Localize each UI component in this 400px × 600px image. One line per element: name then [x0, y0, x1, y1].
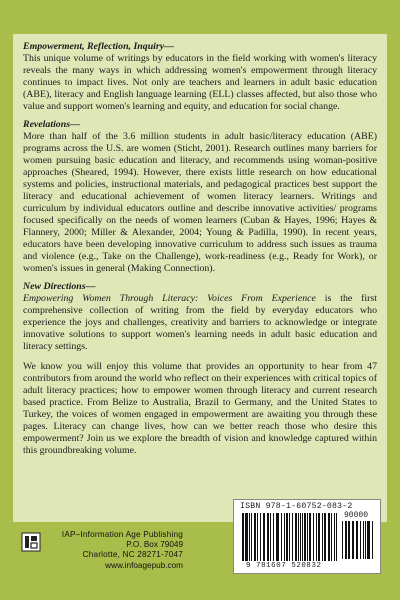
barcode-bar	[304, 513, 306, 561]
section-revelations	[23, 119, 377, 275]
book-title: Empowering Women Through Literacy: Voices From Experience	[23, 293, 316, 304]
barcode-bar	[286, 513, 288, 561]
barcode-bar	[363, 521, 364, 559]
barcode-bar	[336, 513, 337, 561]
barcode-addon-number: 90000	[344, 511, 369, 520]
section-empowerment	[23, 41, 377, 113]
barcode-bar	[356, 521, 358, 559]
section-heading: Empowerment, Reflection, Inquiry—	[23, 41, 174, 52]
section-paragraph: We know you will enjoy this volume that provides an opportunity to hear from 47 contributors from around the world who reflect on their experiences with critical topics of adult literacy practices; how to empower women through literacy and current research based practice. From Belize to Australia, Brazil to Germany, and the United States to Turkey, the voices of women engaged in empowerment are awaiting you through these pages. Literacy can change lives, how can we better reach those who desire this empowerment? Join us we explore the breadth of vision and knowledge captured within this groundbreaking volume.	[23, 361, 377, 456]
barcode-bar	[267, 513, 269, 561]
barcode-digits: 9 781607 520832	[246, 562, 322, 570]
section-paragraph: More than half of the 3.6 million students in adult basic/literacy education (ABE) programs across the U.S. are women (Sticht, 2001). Research outlines many barriers for women pursuing basic education and literacy, and recommends using woman-positive approaches (Sheared, 1994). However, there exists little research on how educational systems and policies, instructional materials, and pedagogical practices best support the literacy and educational achievement of women literacy learners. Writings and curriculum by individual educators outline and describe innovative activities/ programs focused specifically on the needs of women learners (Cuban & Hayes, 1996; Hayes & Flannery, 2000; Miller & Alexander, 2004; Young & Padilla, 1990). In recent years, educators have been developing innovative curriculum to address such issues as trauma and violence (e.g., Take on the Challenge), work-readiness (e.g., Ready for Work), or women's issues in general (Making Connection).	[23, 131, 377, 274]
ean-barcode-bars	[242, 513, 338, 561]
barcode-bar	[245, 513, 248, 561]
barcode-bar	[254, 513, 256, 561]
barcode-bar	[276, 513, 279, 561]
isbn-barcode	[233, 499, 381, 574]
barcode-bar	[292, 513, 293, 561]
barcode-bar	[242, 513, 244, 561]
barcode-bar	[260, 513, 261, 561]
publisher-website: www.infoagepub.com	[105, 560, 183, 570]
barcode-bar	[257, 513, 258, 561]
section-heading: New Directions—	[23, 281, 96, 292]
addon-barcode-bars	[342, 521, 374, 561]
publisher-address-line-2: Charlotte, NC 28271-7047	[82, 550, 183, 560]
paragraph-text: is the first comprehensive collection of writing from the field by everyday educators who experience the joys and challenges, creativity and barriers to acknowledge or integrate innovative solutions to support women's learning needs in adult basic education and literacy settings.	[23, 293, 377, 352]
barcode-bar	[345, 521, 347, 559]
barcode-bar	[348, 521, 350, 559]
barcode-bar	[360, 521, 361, 559]
barcode-bar	[251, 513, 252, 561]
barcode-bar	[331, 513, 332, 561]
barcode-bar	[316, 513, 317, 561]
isbn-label: ISBN 978-1-60752-083-2	[240, 502, 353, 511]
barcode-bar	[318, 513, 320, 561]
blurb-panel	[13, 34, 387, 522]
barcode-bar	[289, 513, 290, 561]
barcode-bar	[298, 513, 299, 561]
barcode-bar	[365, 521, 366, 559]
barcode-bar	[281, 513, 282, 561]
barcode-bar	[324, 513, 326, 561]
barcode-bar	[334, 513, 335, 561]
publisher-address-line-1: P.O. Box 79049	[126, 540, 183, 550]
barcode-bar	[273, 513, 274, 561]
section-paragraph	[23, 293, 377, 353]
barcode-bar	[367, 521, 370, 559]
publisher-name: IAP–Information Age Publishing	[61, 530, 183, 539]
barcode-bar	[313, 513, 314, 561]
barcode-bar	[249, 513, 250, 561]
barcode-bar	[295, 513, 297, 561]
section-paragraph: This unique volume of writings by educators in the field working with women's literacy reveals the many ways in which addressing women's empowerment through literacy continues to impact lives. Not only are teachers and learners in adult basic education (ABE), literacy and English language learning (ELL) classes affected, but also those who value and support women's learning and equity, and education for social change.	[23, 53, 377, 112]
barcode-bar	[342, 521, 343, 559]
section-heading: Revelations—	[23, 119, 80, 130]
barcode-bar	[328, 513, 330, 561]
barcode-bar	[352, 521, 354, 559]
barcode-bar	[322, 513, 323, 561]
barcode-bar	[307, 513, 308, 561]
section-new-directions	[23, 281, 377, 457]
barcode-bar	[302, 513, 303, 561]
barcode-bar	[300, 513, 301, 561]
barcode-bar	[263, 513, 265, 561]
barcode-bar	[270, 513, 271, 561]
publisher-info	[49, 530, 183, 571]
barcode-bar	[372, 521, 373, 559]
barcode-bar	[309, 513, 311, 561]
iap-logo-icon	[21, 532, 41, 552]
barcode-bar	[284, 513, 285, 561]
